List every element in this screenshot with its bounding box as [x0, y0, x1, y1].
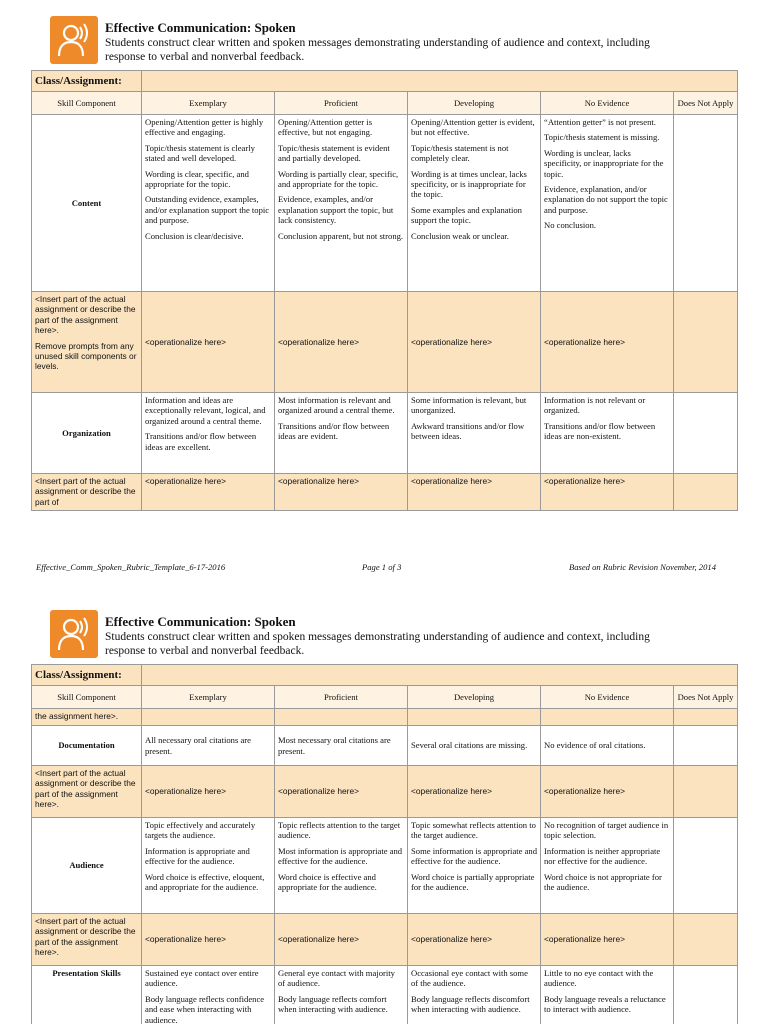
criterion-text: No recognition of target audience in topic selection.: [544, 820, 669, 841]
assignment-prompt-cell[interactable]: <Insert part of the actual assignment or describe the part of: [32, 474, 142, 511]
criterion-text: Conclusion weak or unclear.: [411, 230, 509, 241]
criterion-text: Information is neither appropriate nor effective for the audience.: [544, 845, 661, 867]
operationalize-row: [32, 474, 738, 511]
criterion-text: Topic effectively and accurately targets the audience.: [145, 820, 256, 841]
operationalize-row-continued: [32, 709, 738, 726]
assignment-prompt-cell[interactable]: <Insert part of the actual assignment or describe the part of the assignment here>.: [32, 766, 142, 818]
assignment-prompt-cell[interactable]: [32, 292, 142, 393]
operationalize-cell[interactable]: <operationalize here>: [275, 474, 408, 511]
criterion-text: Transitions and/or flow between ideas are excellent.: [145, 431, 257, 452]
criterion-text: Outstanding evidence, examples, and/or explanation support the topic and purpose.: [145, 194, 270, 226]
operationalize-cell[interactable]: <operationalize here>: [541, 474, 674, 511]
skill-name-documentation: Documentation: [32, 726, 142, 766]
criterion-text: Evidence, examples, and/or explanation support the topic, but lack consistency.: [278, 194, 394, 226]
criterion-text: Body language reflects discomfort when interacting with audience.: [411, 993, 530, 1015]
speaking-person-icon: [50, 610, 98, 658]
operationalize-cell[interactable]: <operationalize here>: [541, 914, 674, 966]
organization-does-not-apply[interactable]: [674, 393, 738, 474]
content-proficient: [275, 115, 408, 292]
operationalize-row: [32, 766, 738, 818]
criterion-text: Information is not relevant or organized.: [544, 395, 646, 416]
class-assignment-row: [32, 665, 738, 686]
remove-prompt-note: Remove prompts from any unused skill components or levels.: [35, 340, 137, 372]
criterion-text: Body language reveals a reluctance to interact with audience.: [544, 993, 666, 1015]
speaking-person-icon: [50, 16, 98, 64]
rubric-table: [31, 70, 738, 511]
col-header-proficient: Proficient: [275, 92, 408, 115]
does-not-apply-cell[interactable]: [674, 766, 738, 818]
criterion-text: Information is appropriate and effective for the audience.: [145, 845, 250, 867]
presentation-skills-row: [32, 966, 738, 1024]
criterion-text: Some information is appropriate and effective for the audience.: [411, 845, 538, 867]
col-header-skill: Skill Component: [32, 92, 142, 115]
criterion-text: Topic/thesis statement is evident and partially developed.: [278, 142, 390, 164]
operationalize-cell[interactable]: <operationalize here>: [408, 766, 541, 818]
criterion-text: Wording is at times unclear, lacks specificity, or is inappropriate for the topic.: [411, 168, 527, 200]
criterion-text: No conclusion.: [544, 220, 597, 231]
presentation-does-not-apply[interactable]: [674, 966, 738, 1024]
class-assignment-field[interactable]: [142, 71, 738, 92]
page-header: [50, 16, 720, 64]
criterion-text: Most information is appropriate and effective for the audience.: [278, 845, 403, 867]
operationalize-cell[interactable]: <operationalize here>: [408, 292, 541, 393]
criterion-text: Topic/thesis statement is not completely clear.: [411, 142, 509, 164]
presentation-proficient: [275, 966, 408, 1024]
documentation-does-not-apply[interactable]: [674, 726, 738, 766]
does-not-apply-cell[interactable]: [674, 474, 738, 511]
organization-no-evidence: [541, 393, 674, 474]
criterion-text: Word choice is partially appropriate for the audience.: [411, 871, 535, 893]
criterion-text: Word choice is effective, eloquent, and appropriate for the audience.: [145, 871, 265, 893]
does-not-apply-cell[interactable]: [674, 292, 738, 393]
col-header-no-evidence: No Evidence: [541, 92, 674, 115]
operationalize-cell[interactable]: <operationalize here>: [142, 914, 275, 966]
criterion-text: “Attention getter” is not present.: [544, 117, 656, 127]
operationalize-cell[interactable]: <operationalize here>: [541, 292, 674, 393]
criterion-text: Opening/Attention getter is evident, but not effective.: [411, 117, 535, 138]
documentation-proficient: Most necessary oral citations are present.: [275, 726, 408, 766]
documentation-row: [32, 726, 738, 766]
operationalize-cell[interactable]: <operationalize here>: [275, 914, 408, 966]
col-header-exemplary: Exemplary: [142, 92, 275, 115]
assignment-prompt-cell[interactable]: <Insert part of the actual assignment or describe the part of the assignment here>.: [32, 914, 142, 966]
criterion-text: Some examples and explanation support the topic.: [411, 204, 522, 226]
criterion-text: Sustained eye contact over entire audience.: [145, 968, 259, 989]
criterion-text: Topic/thesis statement is clearly stated and well developed.: [145, 142, 255, 164]
content-no-evidence: [541, 115, 674, 292]
col-header-does-not-apply: Does Not Apply: [674, 92, 738, 115]
col-header-developing: Developing: [408, 92, 541, 115]
documentation-exemplary: All necessary oral citations are present.: [142, 726, 275, 766]
audience-row: [32, 818, 738, 914]
criterion-text: Most information is relevant and organized around a central theme.: [278, 395, 395, 416]
operationalize-cell[interactable]: [408, 709, 541, 726]
rubric-description: Students construct clear written and spoken messages demonstrating understanding of audience and context, including response to verbal and nonverbal feedback.: [105, 631, 650, 657]
class-assignment-label: Class/Assignment:: [32, 665, 142, 686]
criterion-text: Transitions and/or flow between ideas are evident.: [278, 420, 390, 442]
col-header-proficient: Proficient: [275, 686, 408, 709]
criterion-text: Little to no eye contact with the audience.: [544, 968, 654, 989]
operationalize-cell[interactable]: [541, 709, 674, 726]
organization-exemplary: [142, 393, 275, 474]
rubric-description: Students construct clear written and spoken messages demonstrating understanding of audience and context, including response to verbal and nonverbal feedback.: [105, 37, 650, 63]
class-assignment-label: Class/Assignment:: [32, 71, 142, 92]
col-header-no-evidence: No Evidence: [541, 686, 674, 709]
operationalize-cell[interactable]: <operationalize here>: [275, 766, 408, 818]
audience-exemplary: [142, 818, 275, 914]
assignment-prompt-cell[interactable]: the assignment here>.: [32, 709, 142, 726]
criterion-text: Opening/Attention getter is effective, but not engaging.: [278, 117, 373, 138]
does-not-apply-cell[interactable]: [674, 709, 738, 726]
audience-no-evidence: [541, 818, 674, 914]
skill-name-content: Content: [32, 115, 142, 292]
col-header-exemplary: Exemplary: [142, 686, 275, 709]
column-header-row: [32, 92, 738, 115]
assignment-prompt-text: <Insert part of the actual assignment or describe the part of the assignment here>.: [35, 294, 136, 336]
content-exemplary: [142, 115, 275, 292]
criterion-text: Transitions and/or flow between ideas are non-existent.: [544, 420, 656, 442]
criterion-text: Information and ideas are exceptionally relevant, logical, and organized around a central theme.: [145, 395, 266, 426]
footer-page-number: Page 1 of 3: [362, 562, 402, 572]
criterion-text: Body language reflects confidence and ease when interacting with audience.: [145, 993, 265, 1024]
organization-developing: [408, 393, 541, 474]
audience-proficient: [275, 818, 408, 914]
page-header: [50, 610, 720, 658]
documentation-developing: Several oral citations are missing.: [408, 726, 541, 766]
criterion-text: Awkward transitions and/or flow between ideas.: [411, 420, 525, 442]
criterion-text: Opening/Attention getter is highly effective and engaging.: [145, 117, 264, 138]
criterion-text: Occasional eye contact with some of the audience.: [411, 968, 528, 989]
operationalize-cell[interactable]: <operationalize here>: [142, 474, 275, 511]
criterion-text: Wording is clear, specific, and appropriate for the topic.: [145, 168, 249, 190]
class-assignment-row: [32, 71, 738, 92]
footer-revision: Based on Rubric Revision November, 2014: [568, 562, 716, 572]
skill-name-audience: Audience: [32, 818, 142, 914]
content-does-not-apply[interactable]: [674, 115, 738, 292]
criterion-text: Wording is partially clear, specific, and appropriate for the topic.: [278, 168, 399, 190]
operationalize-cell[interactable]: [142, 709, 275, 726]
audience-does-not-apply[interactable]: [674, 818, 738, 914]
rubric-title: Effective Communication: Spoken: [105, 20, 296, 35]
content-developing: [408, 115, 541, 292]
criterion-text: Conclusion apparent, but not strong.: [278, 230, 404, 241]
class-assignment-field[interactable]: [142, 665, 738, 686]
operationalize-cell[interactable]: <operationalize here>: [541, 766, 674, 818]
audience-developing: [408, 818, 541, 914]
col-header-does-not-apply: Does Not Apply: [674, 686, 738, 709]
skill-name-presentation-skills: Presentation Skills: [32, 966, 142, 1024]
criterion-text: General eye contact with majority of audience.: [278, 968, 395, 989]
rubric-title: Effective Communication: Spoken: [105, 614, 296, 629]
operationalize-cell[interactable]: [275, 709, 408, 726]
criterion-text: Word choice is not appropriate for the audience.: [544, 871, 662, 893]
criterion-text: Topic somewhat reflects attention to the target audience.: [411, 820, 536, 841]
operationalize-cell[interactable]: <operationalize here>: [275, 292, 408, 393]
operationalize-cell[interactable]: <operationalize here>: [408, 474, 541, 511]
does-not-apply-cell[interactable]: [674, 914, 738, 966]
organization-proficient: [275, 393, 408, 474]
presentation-exemplary: [142, 966, 275, 1024]
content-row: [32, 115, 738, 292]
rubric-table: [31, 664, 738, 1024]
criterion-text: Topic reflects attention to the target audience.: [278, 820, 401, 841]
organization-row: [32, 393, 738, 474]
column-header-row: [32, 686, 738, 709]
skill-name-organization: Organization: [32, 393, 142, 474]
presentation-developing: [408, 966, 541, 1024]
page-2: [0, 594, 768, 1024]
operationalize-cell[interactable]: <operationalize here>: [408, 914, 541, 966]
criterion-text: Topic/thesis statement is missing.: [544, 132, 660, 143]
operationalize-row: [32, 292, 738, 393]
documentation-no-evidence: No evidence of oral citations.: [541, 726, 674, 766]
criterion-text: Word choice is effective and appropriate for the audience.: [278, 871, 377, 893]
criterion-text: Wording is unclear, lacks specificity, or inappropriate for the topic.: [544, 147, 664, 179]
col-header-skill: Skill Component: [32, 686, 142, 709]
presentation-no-evidence: [541, 966, 674, 1024]
criterion-text: Body language reflects comfort when interacting with audience.: [278, 993, 388, 1015]
col-header-developing: Developing: [408, 686, 541, 709]
operationalize-row: [32, 914, 738, 966]
operationalize-cell[interactable]: <operationalize here>: [142, 292, 275, 393]
criterion-text: Some information is relevant, but unorganized.: [411, 395, 527, 416]
footer-filename: Effective_Comm_Spoken_Rubric_Template_6-17-2016: [36, 562, 226, 572]
criterion-text: Conclusion is clear/decisive.: [145, 230, 244, 241]
operationalize-cell[interactable]: <operationalize here>: [142, 766, 275, 818]
criterion-text: Evidence, explanation, and/or explanation do not support the topic and purpose.: [544, 184, 668, 215]
